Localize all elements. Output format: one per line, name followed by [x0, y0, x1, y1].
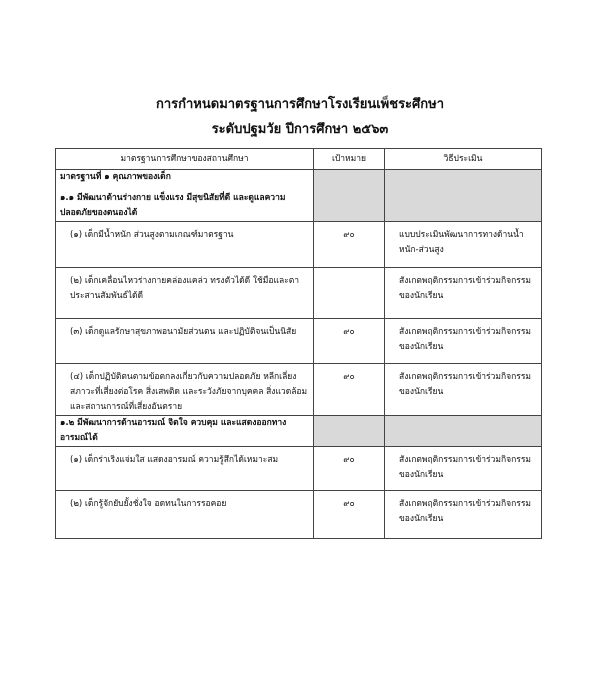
shaded-cell — [385, 416, 542, 447]
item-cell: (๒) เด็กรู้จักยับยั้งชั่งใจ อดทนในการรอคอย — [56, 491, 314, 539]
section-title: ๑.๑ มีพัฒนาด้านร่างกาย แข็งแรง มีสุขนิสัยที่ดี และดูแลความปลอดภัยของตนองได้ — [60, 193, 286, 218]
item-cell: (๓) เด็กดูแลรักษาสุขภาพอนามัยส่วนตน และปฏิบัติจนเป็นนิสัย — [56, 319, 314, 364]
shaded-cell — [314, 170, 385, 222]
method-cell: สังเกตพฤติกรรมการเข้าร่วมกิจกรรมของนักเรียน — [385, 268, 542, 319]
item-cell: (๒) เด็กเคลื่อนไหวร่างกายคล่องแคล่ว ทรงตัวได้ดี ใช้มือและตาประสานสัมพันธ์ได้ดี — [56, 268, 314, 319]
standard-title: มาตรฐานที่ ๑ คุณภาพของเด็ก — [60, 172, 171, 182]
method-cell: แบบประเมินพัฒนาการทางด้านน้ำหนัก-ส่วนสูง — [385, 222, 542, 268]
target-cell: ๙๐ — [314, 319, 385, 364]
table-row — [56, 364, 542, 416]
header-method: วิธีประเมิน — [385, 149, 542, 170]
table-row — [56, 268, 542, 319]
document-title: การกำหนดมาตรฐานการศึกษาโรงเรียนเพ็ชระศึกษา — [155, 97, 445, 112]
method-cell: สังเกตพฤติกรรมการเข้าร่วมกิจกรรมของนักเรียน — [385, 364, 542, 416]
method-cell: สังเกตพฤติกรรมการเข้าร่วมกิจกรรมของนักเรียน — [385, 447, 542, 491]
table-row — [56, 319, 542, 364]
item-cell: (๑) เด็กร่าเริงแจ่มใส แสดงอารมณ์ ความรู้สึกได้เหมาะสม — [56, 447, 314, 491]
table-header-row — [56, 149, 542, 170]
section-row — [56, 416, 542, 447]
table-row — [56, 491, 542, 539]
target-cell: ๙๐ — [314, 364, 385, 416]
method-cell: สังเกตพฤติกรรมการเข้าร่วมกิจกรรมของนักเรียน — [385, 319, 542, 364]
header-standard: มาตรฐานการศึกษาของสถานศึกษา — [56, 149, 314, 170]
standard-section-cell — [56, 170, 314, 222]
item-cell: (๑) เด็กมีน้ำหนัก ส่วนสูงตามเกณฑ์มาตรฐาน — [56, 222, 314, 268]
header-target: เป้าหมาย — [314, 149, 385, 170]
section-title: ๑.๒ มีพัฒนาการด้านอารมณ์ จิตใจ ควบคุม และแสดงออกทางอารมณ์ได้ — [56, 416, 314, 447]
table-row — [56, 447, 542, 491]
target-cell: ๙๐ — [314, 491, 385, 539]
table-row — [56, 222, 542, 268]
document-subtitle: ระดับปฐมวัย ปีการศึกษา ๒๕๖๓ — [211, 122, 389, 137]
standards-table — [55, 148, 542, 539]
method-cell: สังเกตพฤติกรรมการเข้าร่วมกิจกรรมของนักเรียน — [385, 491, 542, 539]
target-cell — [314, 268, 385, 319]
target-cell: ๙๐ — [314, 447, 385, 491]
item-cell: (๔) เด็กปฏิบัติตนตามข้อตกลงเกี่ยวกับความปลอดภัย หลีกเลี่ยงสภาวะที่เสี่ยงต่อโรค สิ่งเสพติด และระวังภัยจากบุคคล สิ่งแวดล้อม และสถานการณ์ที่เสี่ยงอันตราย — [56, 364, 314, 416]
shaded-cell — [314, 416, 385, 447]
target-cell: ๙๐ — [314, 222, 385, 268]
shaded-cell — [385, 170, 542, 222]
standard-section-row — [56, 170, 542, 222]
